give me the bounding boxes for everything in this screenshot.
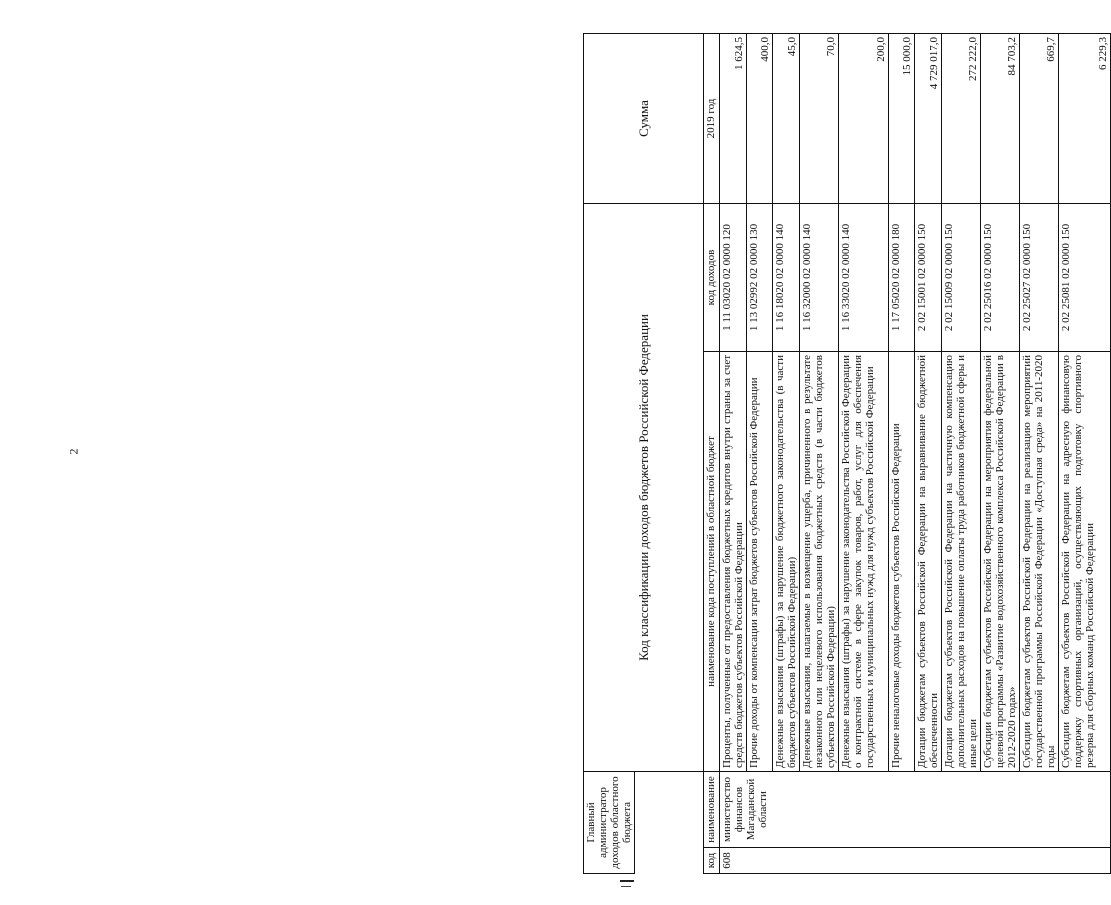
income-amount: 200,0 [839,33,889,203]
income-name: Денежные взыскания (штрафы) за нарушение законодательства Российской Федерации о контрактной системе в сфере закупок товаров, работ, услуг для обеспечения государственных и муниципальных нужд для нужд субъектов Российской Федерации [839,351,889,771]
income-code-col-header: код доходов [704,203,720,351]
income-code: 2 02 25016 02 0000 150 [981,203,1020,351]
table-row [942,33,981,873]
table-row [800,33,839,873]
admin-header: Главный администратор доходов областного бюджета [584,771,635,873]
admin-code: 608 [720,848,1111,874]
income-code: 2 02 25027 02 0000 150 [1020,203,1059,351]
table-row [839,33,889,873]
income-code: 1 16 32000 02 0000 140 [800,203,839,351]
income-name: Прочие доходы от компенсации затрат бюджетов субъектов Российской Федерации [747,351,773,771]
table-row [1020,33,1059,873]
income-name: Проценты, полученные от предоставления бюджетных кредитов внутри страны за счет средств бюджетов субъектов Российской Федерации [720,351,747,771]
income-name: Денежные взыскания (штрафы) за нарушение бюджетного законодательства (в части бюджетов субъектов Российской Федерации) [773,351,800,771]
admin-name: министерство финансов Магаданской области [720,771,1111,847]
income-code: 1 16 18020 02 0000 140 [773,203,800,351]
kbk-header: Код классификации доходов бюджетов Российской Федерации [584,203,704,771]
income-amount: 15 000,0 [889,33,915,203]
table-row [915,33,942,873]
income-code: 1 11 03020 02 0000 120 [720,203,747,351]
table-row [889,33,915,873]
income-amount: 70,0 [800,33,839,203]
income-code: 2 02 15001 02 0000 150 [915,203,942,351]
income-amount: 400,0 [747,33,773,203]
table-row [1059,33,1111,873]
income-name: Субсидии бюджетам субъектов Российской Федерации на адресную финансовую поддержку спортивных организаций, осуществляющих подготовку спортивного резерва для сборных команд Российской Федерации [1059,351,1111,771]
table-row [981,33,1020,873]
income-name: Субсидии бюджетам субъектов Российской Федерации на реализацию мероприятий государственной программы Российской Федерации «Доступная среда» на 2011-2020 годы [1020,351,1059,771]
income-amount: 45,0 [773,33,800,203]
scan-mark [620,880,634,882]
income-amount: 6 229,3 [1059,33,1111,203]
income-name: Прочие неналоговые доходы бюджетов субъектов Российской Федерации [889,351,915,771]
sum-header: Сумма [584,33,704,203]
income-name-col-header: наименование кода поступлений в областной бюджет [704,351,720,771]
income-code: 2 02 15009 02 0000 150 [942,203,981,351]
income-name: Дотации бюджетам субъектов Российской Федерации на частичную компенсацию дополнительных расходов на повышение оплаты труда работников бюджетной сферы и иные цели [942,351,981,771]
year-col-header: 2019 год [704,33,720,203]
income-name: Денежные взыскания, налагаемые в возмещение ущерба, причиненного в результате незаконного или нецелевого использования бюджетных средств (в части бюджетов субъектов Российской Федерации) [800,351,839,771]
code-col-header: код [704,848,720,874]
income-amount: 84 703,2 [981,33,1020,203]
income-table [583,33,1111,874]
name-col-header: наименование [704,771,720,847]
income-name: Дотации бюджетам субъектов Российской Федерации на выравнивание бюджетной обеспеченности [915,351,942,771]
income-name: Субсидии бюджетам субъектов Российской Федерации на мероприятия федеральной целевой программы «Развитие водохозяйственного комплекса Российской Федерации в 2012-2020 годах» [981,351,1020,771]
table-row [720,33,747,873]
page-number: 2 [66,448,81,455]
income-code: 2 02 25081 02 0000 150 [1059,203,1111,351]
income-code: 1 17 05020 02 0000 180 [889,203,915,351]
income-code: 1 13 02992 02 0000 130 [747,203,773,351]
table-row [747,33,773,873]
income-amount: 1 624,5 [720,33,747,203]
table-row [773,33,800,873]
income-amount: 4 729 017,0 [915,33,942,203]
income-amount: 669,7 [1020,33,1059,203]
income-code: 1 16 33020 02 0000 140 [839,203,889,351]
scan-mark [621,886,631,887]
income-amount: 272 222,0 [942,33,981,203]
